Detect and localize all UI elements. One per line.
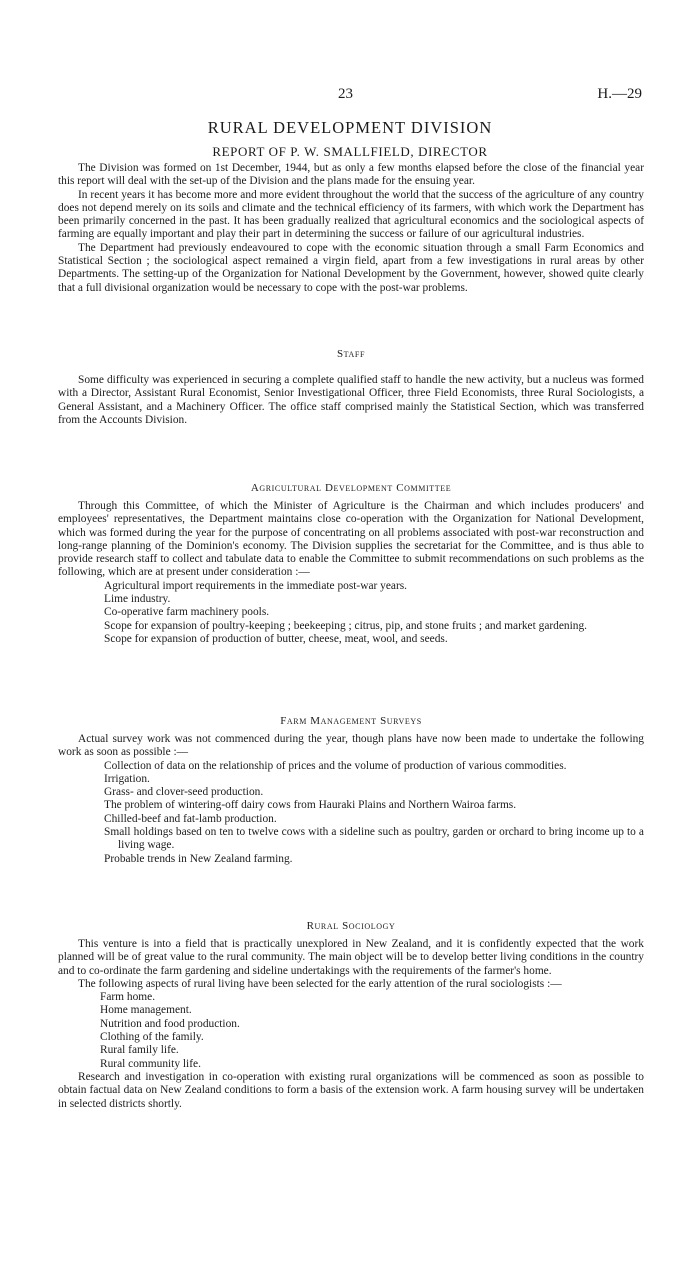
- staff-section: [58, 348, 644, 427]
- list-item: Irrigation.: [104, 772, 150, 785]
- surveys-heading: Farm Management Surveys: [280, 715, 422, 727]
- list-item: Farm home.: [100, 991, 156, 1004]
- sociology-section: [58, 920, 644, 1111]
- page-number: 23: [338, 86, 353, 102]
- list-item: Collection of data on the relationship of prices and the volume of production of various commodities.: [104, 759, 567, 772]
- committee-section: [58, 482, 644, 646]
- sociology-paragraph-1: This venture is into a field that is practically unexplored in New Zealand, and it is confidently expected that the work planned will be of great value to the rural community. The main object will be to develop better living conditions in the country and to co-ordinate the farm gardening and sideline undertakings with the requirements of the farmer's home.: [58, 938, 644, 977]
- list-item: Probable trends in New Zealand farming.: [104, 852, 293, 865]
- sociology-closing-paragraph: Research and investigation in co-operation with existing rural organizations will be commenced as soon as possible to obtain factual data on New Zealand conditions to form a basis of the extension work. A farm housing survey will be undertaken in selected districts shortly.: [58, 1070, 644, 1110]
- committee-heading: Agricultural Development Committee: [250, 482, 452, 494]
- surveys-paragraph: Actual survey work was not commenced during the year, though plans have now been made to undertake the following work as soon as possible :—: [58, 733, 644, 759]
- intro-paragraph-1: The Division was formed on 1st December, 1944, but as only a few months elapsed before the close of the financial year this report will deal with the set-up of the Division and the plans made for the ensuing year.: [58, 162, 644, 188]
- sociology-list: [100, 991, 644, 1071]
- sociology-paragraph-2: The following aspects of rural living have been selected for the early attention of the rural sociologists :—: [78, 977, 562, 990]
- surveys-list: [104, 760, 644, 866]
- sociology-heading: Rural Sociology: [306, 920, 396, 932]
- committee-paragraph: Through this Committee, of which the Minister of Agriculture is the Chairman and which includes producers' and employees' representatives, the Department maintains close co-operation with the Organization for National Development, which was formed during the year for the purpose of concentrating on all problems associated with post-war reconstruction and long-range planning of the Dominion's economy. The Division supplies the secretariat for the Committee, and is thus able to provide research staff to collect and tabulate data to enable the Committee to submit recommendations on such problems as the following, which are at present under consideration :—: [58, 500, 644, 579]
- list-item: Rural community life.: [100, 1057, 201, 1070]
- surveys-section: [58, 715, 644, 866]
- list-item: Home management.: [100, 1004, 192, 1017]
- list-item: Scope for expansion of production of butter, cheese, meat, wool, and seeds.: [104, 632, 448, 645]
- list-item: Lime industry.: [104, 593, 171, 606]
- list-item: Clothing of the family.: [100, 1031, 204, 1044]
- list-item: The problem of wintering-off dairy cows from Hauraki Plains and Northern Wairoa farms.: [104, 799, 517, 812]
- page-subtitle: REPORT OF P. W. SMALLFIELD, DIRECTOR: [212, 144, 488, 159]
- intro-paragraph-3: The Department had previously endeavoured to cope with the economic situation through a small Farm Economics and Statistical Section ; the sociological aspect remained a virgin field, apart from a few investigations in rural areas by other Departments. The setting-up of the Organization for National Development by the Government, however, showed quite clearly that a full divisional organization would be necessary to cope with the post-war problems.: [58, 241, 644, 294]
- staff-paragraph: Some difficulty was experienced in securing a complete qualified staff to handle the new activity, but a nucleus was formed with a Director, Assistant Rural Economist, Senior Investigational Officer, three Field Economists, three Rural Sociologists, a General Assistant, and a Machinery Officer. The office staff comprised mainly the Statistical Section, which was transferred from the Accounts Division.: [58, 374, 644, 426]
- list-item: Rural family life.: [100, 1044, 179, 1057]
- list-item: Scope for expansion of poultry-keeping ; beekeeping ; citrus, pip, and stone fruits ; and market gardening.: [104, 619, 588, 632]
- list-item: Chilled-beef and fat-lamb production.: [104, 812, 277, 825]
- list-item: Co-operative farm machinery pools.: [104, 606, 270, 619]
- list-item: Nutrition and food production.: [100, 1017, 240, 1030]
- list-item: Agricultural import requirements in the immediate post-war years.: [104, 579, 408, 592]
- committee-list: [104, 580, 644, 646]
- report-code: H.—29: [597, 86, 642, 102]
- staff-heading: Staff: [336, 348, 366, 360]
- list-item: Grass- and clover-seed production.: [104, 786, 264, 799]
- page-title: RURAL DEVELOPMENT DIVISION: [207, 118, 493, 137]
- intro-paragraph-2: In recent years it has become more and more evident throughout the world that the success of the agriculture of any country does not depend merely on its soils and climate and the technical efficiency of its farmers, with which work the Department has been primarily concerned in the past. It has been gradually realized that agricultural economics and the sociological aspects of farming are equally important and play their part in determining the success or failure of our agricultural industries.: [58, 188, 644, 241]
- list-item: Small holdings based on ten to twelve cows with a sideline such as poultry, garden or orchard to bring income up to a living wage.: [104, 826, 644, 852]
- intro-section: [58, 162, 644, 295]
